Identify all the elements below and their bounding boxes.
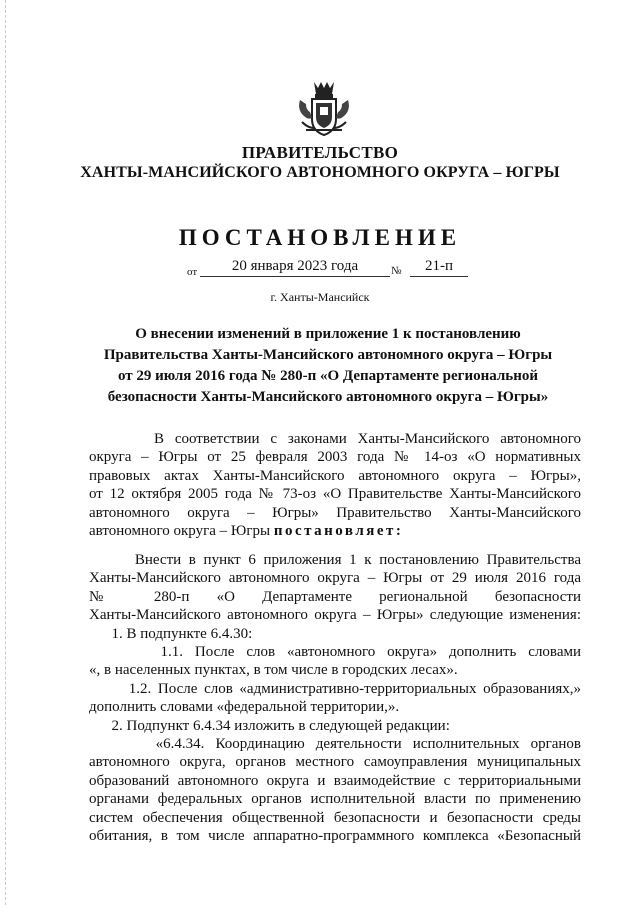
body-line: № 280-п «О Департаменте региональной безопасности	[89, 588, 581, 605]
body-line: 1.1. После слов «автономного округа» дополнить словами	[89, 644, 581, 661]
decree-word: постановляет:	[273, 523, 404, 540]
date-prefix: от	[187, 266, 198, 278]
body-line: 1.2. После слов «административно-территориальных образованиях,»	[89, 680, 581, 697]
preamble-line: от 12 октября 2005 года № 73-оз «О Правительстве Ханты-Мансийского	[89, 486, 581, 503]
preamble-line: округа – Югры от 25 февраля 2003 года № 14-оз «О нормативных	[89, 449, 581, 466]
document-date: 20 января 2023 года	[200, 258, 390, 277]
document-subject	[93, 324, 563, 408]
body-line: образований автономного округа и взаимодействие с территориальными	[89, 772, 581, 789]
body-line: «, в населенных пунктах, в том числе в городских лесах».	[89, 662, 458, 679]
number-prefix: №	[391, 265, 402, 277]
body-line: 2. Подпункт 6.4.34 изложить в следующей редакции:	[89, 717, 450, 734]
body-line: дополнить словами «федеральной территории,».	[89, 699, 400, 716]
preamble-last-line	[89, 522, 581, 540]
coat-of-arms-emblem	[296, 80, 352, 138]
body-line: автономного округа, органов местного самоуправления муниципальных	[89, 754, 581, 771]
preamble-line: автономного округа – Югры	[89, 523, 274, 540]
government-region: ХАНТЫ-МАНСИЙСКОГО АВТОНОМНОГО ОКРУГА – ЮГРЫ	[80, 164, 560, 181]
subject-line: от 29 июля 2016 года № 280-п «О Департаменте региональной	[117, 368, 539, 384]
body-line: Внести в пункт 6 приложения 1 к постановлению Правительства	[89, 552, 581, 568]
preamble-line: правовых актах Ханты-Мансийского автономного округа – Югры»,	[89, 467, 581, 484]
decree-body	[89, 551, 581, 846]
body-line: систем обеспечения общественной безопасности и безопасности среды	[89, 809, 581, 826]
subject-line: О внесении изменений в приложение 1 к постановлению	[135, 326, 521, 342]
scan-edge-line	[5, 0, 7, 905]
body-line: «6.4.34. Координацию деятельности исполнительных органов	[89, 736, 581, 753]
government-title: ПРАВИТЕЛЬСТВО	[241, 143, 399, 162]
preamble-line: автономного округа – Югры» Правительство Ханты-Мансийского	[89, 504, 581, 521]
document-number: 21-п	[410, 258, 468, 277]
subject-line: безопасности Ханты-Мансийского автономного округа – Югры»	[107, 389, 549, 405]
body-line: органами федеральных органов исполнительной власти по применению	[89, 791, 581, 808]
body-line: Ханты-Мансийского автономного округа – Югры от 29 июля 2016 года	[89, 570, 581, 587]
preamble-paragraph	[89, 430, 581, 540]
body-line: Ханты-Мансийского автономного округа – Югры» следующие изменения:	[89, 607, 581, 624]
body-line: обитания, в том числе аппаратно-программного комплекса «Безопасный	[89, 828, 581, 845]
document-type-title: ПОСТАНОВЛЕНИЕ	[178, 225, 462, 250]
document-city: г. Ханты-Мансийск	[270, 290, 370, 304]
preamble-line: В соответствии с законами Ханты-Мансийского автономного	[89, 431, 581, 447]
subject-line: Правительства Ханты-Мансийского автономного округа – Югры	[103, 347, 553, 363]
body-line: 1. В подпункте 6.4.30:	[89, 625, 253, 642]
